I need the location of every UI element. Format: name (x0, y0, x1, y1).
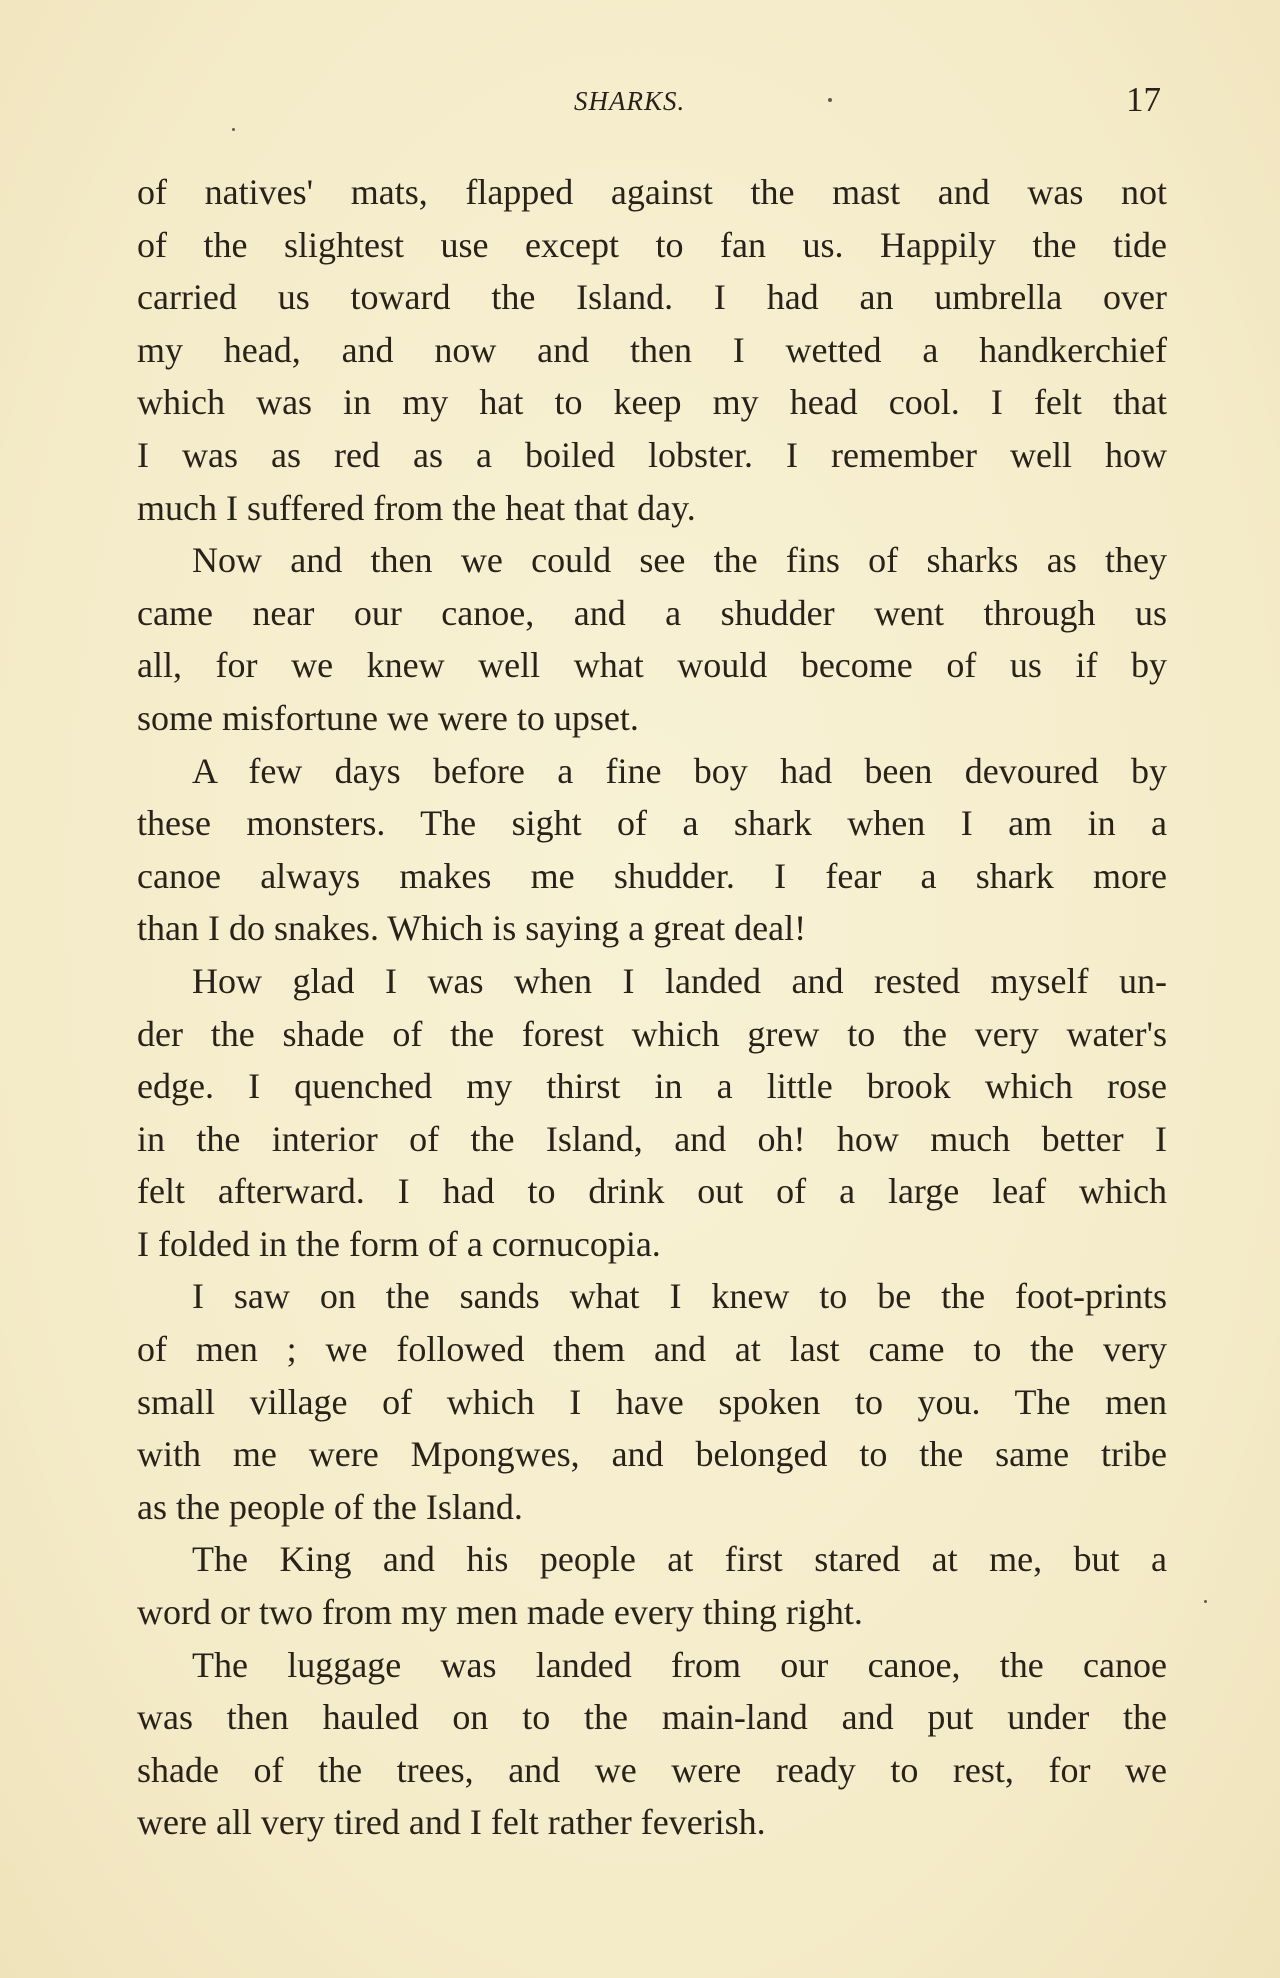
text-line: canoe always makes me shudder. I fear a shark more (137, 855, 1167, 896)
text-line: small village of which I have spoken to you. The men (137, 1381, 1167, 1422)
text-line: I was as red as a boiled lobster. I remember well how (137, 434, 1167, 475)
text-line: came near our canoe, and a shudder went through us (137, 592, 1167, 633)
text-line: shade of the trees, and we were ready to rest, for we (137, 1749, 1167, 1790)
text-line: much I suffered from the heat that day. (137, 487, 696, 528)
text-line: with me were Mpongwes, and belonged to the same tribe (137, 1434, 1167, 1475)
text-line: in the interior of the Island, and oh! how much better I (137, 1118, 1167, 1159)
ink-speck (828, 98, 832, 102)
text-line: was then hauled on to the main-land and put under the (137, 1697, 1167, 1738)
text-line: der the shade of the forest which grew to the very water's (137, 1013, 1167, 1054)
text-line: edge. I quenched my thirst in a little brook which rose (137, 1066, 1167, 1107)
text-line: The King and his people at first stared at me, but a (192, 1539, 1167, 1580)
text-line: these monsters. The sight of a shark when I am in a (137, 803, 1167, 844)
text-line: I saw on the sands what I knew to be the foot-prints (192, 1276, 1167, 1317)
running-head (0, 80, 1280, 126)
text-line: of natives' mats, flapped against the mast and was not (137, 172, 1167, 212)
text-line: which was in my hat to keep my head cool. I felt that (137, 382, 1167, 423)
text-line: my head, and now and then I wetted a handkerchief (137, 329, 1167, 370)
text-line: word or two from my men made every thing right. (137, 1592, 863, 1633)
text-line: of men ; we followed them and at last came to the very (137, 1329, 1167, 1370)
text-line: A few days before a fine boy had been devoured by (192, 750, 1167, 791)
text-line: I folded in the form of a cornucopia. (137, 1223, 661, 1264)
text-line: were all very tired and I felt rather feverish. (137, 1802, 766, 1843)
text-line: The luggage was landed from our canoe, the canoe (192, 1644, 1167, 1685)
running-title: SHARKS. (574, 86, 686, 116)
text-line: carried us toward the Island. I had an umbrella over (137, 277, 1167, 318)
text-line: How glad I was when I landed and rested myself un- (192, 960, 1167, 1001)
text-line: some misfortune we were to upset. (137, 697, 639, 738)
page-number: 17 (1126, 80, 1161, 119)
ink-speck (232, 128, 235, 131)
text-line: Now and then we could see the fins of sharks as they (192, 540, 1167, 581)
text-line: felt afterward. I had to drink out of a large leaf which (137, 1171, 1167, 1212)
text-line: as the people of the Island. (137, 1486, 523, 1527)
text-line: of the slightest use except to fan us. Happily the tide (137, 224, 1167, 265)
text-line: all, for we knew well what would become of us if by (137, 645, 1167, 686)
body-text (137, 166, 1167, 1849)
ink-speck (1204, 1600, 1207, 1603)
text-line: than I do snakes. Which is saying a great deal! (137, 908, 807, 949)
